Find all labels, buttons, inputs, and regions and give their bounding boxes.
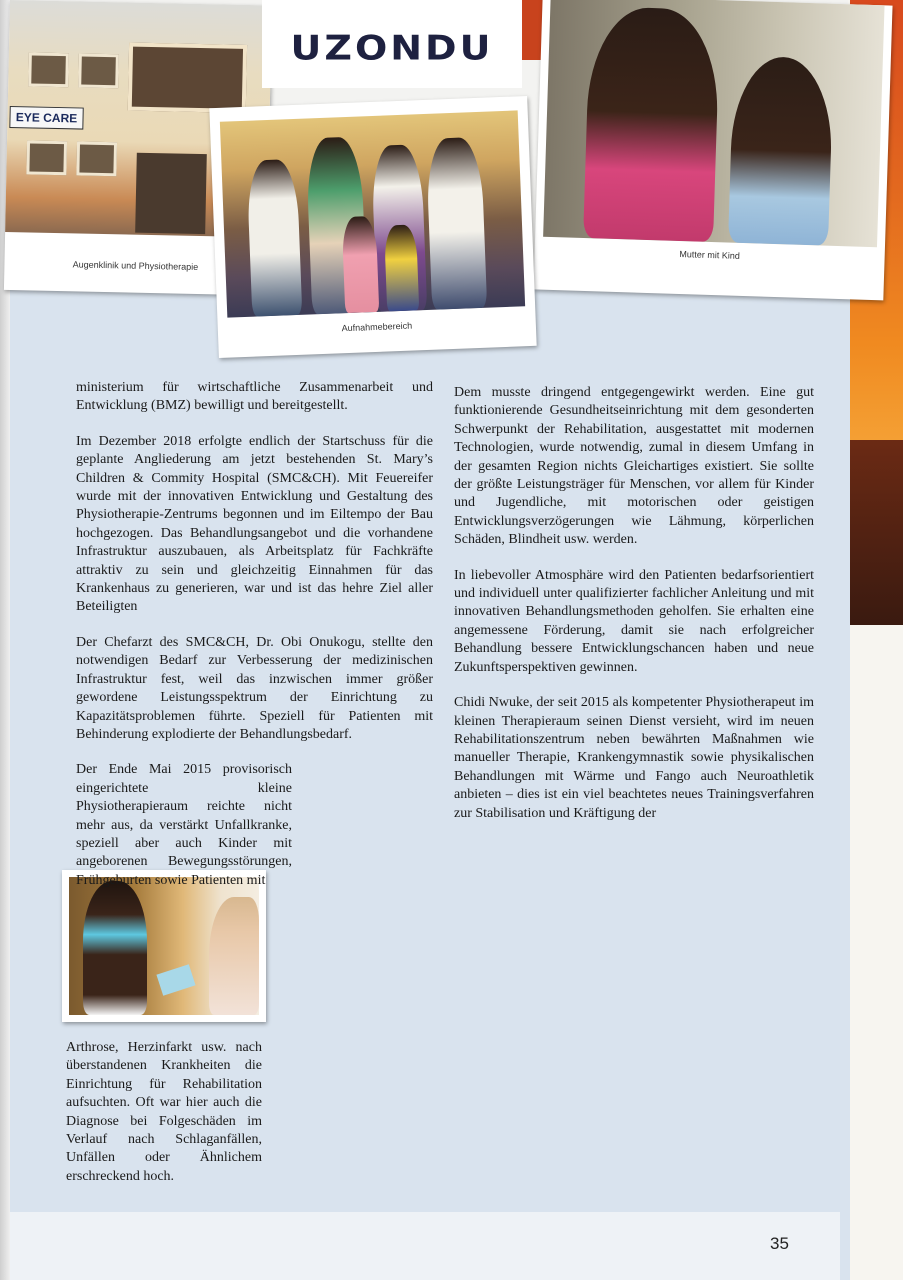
text-column-left-continued <box>66 1039 262 1203</box>
paragraph: Dem musste dringend entgegengewirkt werden. Eine gut funktionierende Gesundheitseinrichtung mit dem gesonderten Schwerpunkt der Rehabilitation, ausgestattet mit modernen Technologien, wurde notwendig, zumal in diesem Umfang in der gesamten Region nichts Gleichartiges existiert. Sie sollte der größte Leistungsträger für Menschen, vor allem für Kinder und Jugendliche, mit motorischen oder geistigen Entwicklungsverzögerungen wie Lähmung, körperlichen Schäden, Blindheit usw. werden. <box>454 385 814 548</box>
mother-child-photo <box>533 0 892 300</box>
mother-child-image <box>543 0 884 247</box>
page-footer-area <box>10 1212 840 1280</box>
paragraph: ministerium für wirtschaftliche Zusammenarbeit und Entwicklung (BMZ) bewilligt und bereitgestellt. <box>76 380 433 414</box>
paragraph: Arthrose, Herzinfarkt usw. nach überstandenen Krankheiten die Einrichtung für Rehabilitation aufsuchten. Oft war hier auch die Diagnose bei Folgeschäden im Verlauf nach Schlaganfällen, Unfällen oder Ähnlichem erschreckend hoch. <box>66 1040 262 1184</box>
eye-clinic-caption: Augenklinik und Physiotherapie <box>72 259 199 272</box>
paragraph: Chidi Nwuke, der seit 2015 als kompetenter Physiotherapeut im kleinen Therapieraum seinen Dienst versieht, wird im neuen Rehabilitationszentrum neben bewährten Maßnahmen wie manueller Therapie, Krankengymnastik sowie physikalischen Behandlungen mit Wärme und Fango auch Neuroathletik anbieten – dies ist ein viel beachtetes neues Trainingsverfahren zur Stabilisation und Kräftigung der <box>454 695 814 821</box>
paragraph: Der Ende Mai 2015 provisorisch eingerichtete kleine Physiotherapieraum reichte nicht mehr aus, da verstärkt Unfallkranke, speziell aber auch Kinder mit angeborenen Bewegungsstörungen, Frühgeburten sowie Patienten mit <box>76 762 292 888</box>
reception-caption: Aufnahmebereich <box>341 320 413 334</box>
eye-care-sign: EYE CARE <box>9 106 83 130</box>
paragraph: In liebevoller Atmosphäre wird den Patienten bedarfsorientiert und individuell unter qualifizierter fachlicher Anleitung und mit innovativen Behandlungsmethoden geholfen. Sie erhalten eine angemessene Förderung, damit sie nach erfolgreicher Behandlung bessere Entwicklungschancen haben und neue Zukunftsperspektiven gewinnen. <box>454 567 814 675</box>
mother-child-caption: Mutter mit Kind <box>679 248 741 261</box>
uzondu-logo: UZONDU <box>290 28 494 68</box>
text-column-right <box>454 384 814 840</box>
paragraph: Der Chefarzt des SMC&CH, Dr. Obi Onukogu, stellte den notwendigen Bedarf zur Verbesserung der medizinischen Infrastruktur fest, weil das inzwischen immer größer gewordene Leistungsspektrum der Einrichtung zu Kapazitätsproblemen führte. Speziell für Patienten mit Behinderung explodierte der Behandlungsbedarf. <box>76 634 433 742</box>
reception-photo <box>209 96 536 358</box>
page-number: 35 <box>770 1234 789 1253</box>
logo-box <box>262 0 522 88</box>
reception-group-image <box>220 110 525 317</box>
paragraph: Im Dezember 2018 erfolgte endlich der Startschuss für die geplante Angliederung am jetzt bestehenden St. Mary’s Children & Commity Hospital (SMC&CH). Mit Feuereifer wurde mit der innovativen Entwicklung und Gestaltung des Physiotherapie-Zentrums begonnen und im Eiltempo der Bau hochgezogen. Das Behandlungsangebot und die vorhandene Infrastruktur auszubauen, als Arbeitsplatz für Fachkräfte attraktiv zu sein und gleichzeitig Einnahmen für das Krankenhaus zu generieren, war und ist das hehre Ziel aller Beteiligten <box>76 433 433 615</box>
text-column-left <box>76 379 433 907</box>
